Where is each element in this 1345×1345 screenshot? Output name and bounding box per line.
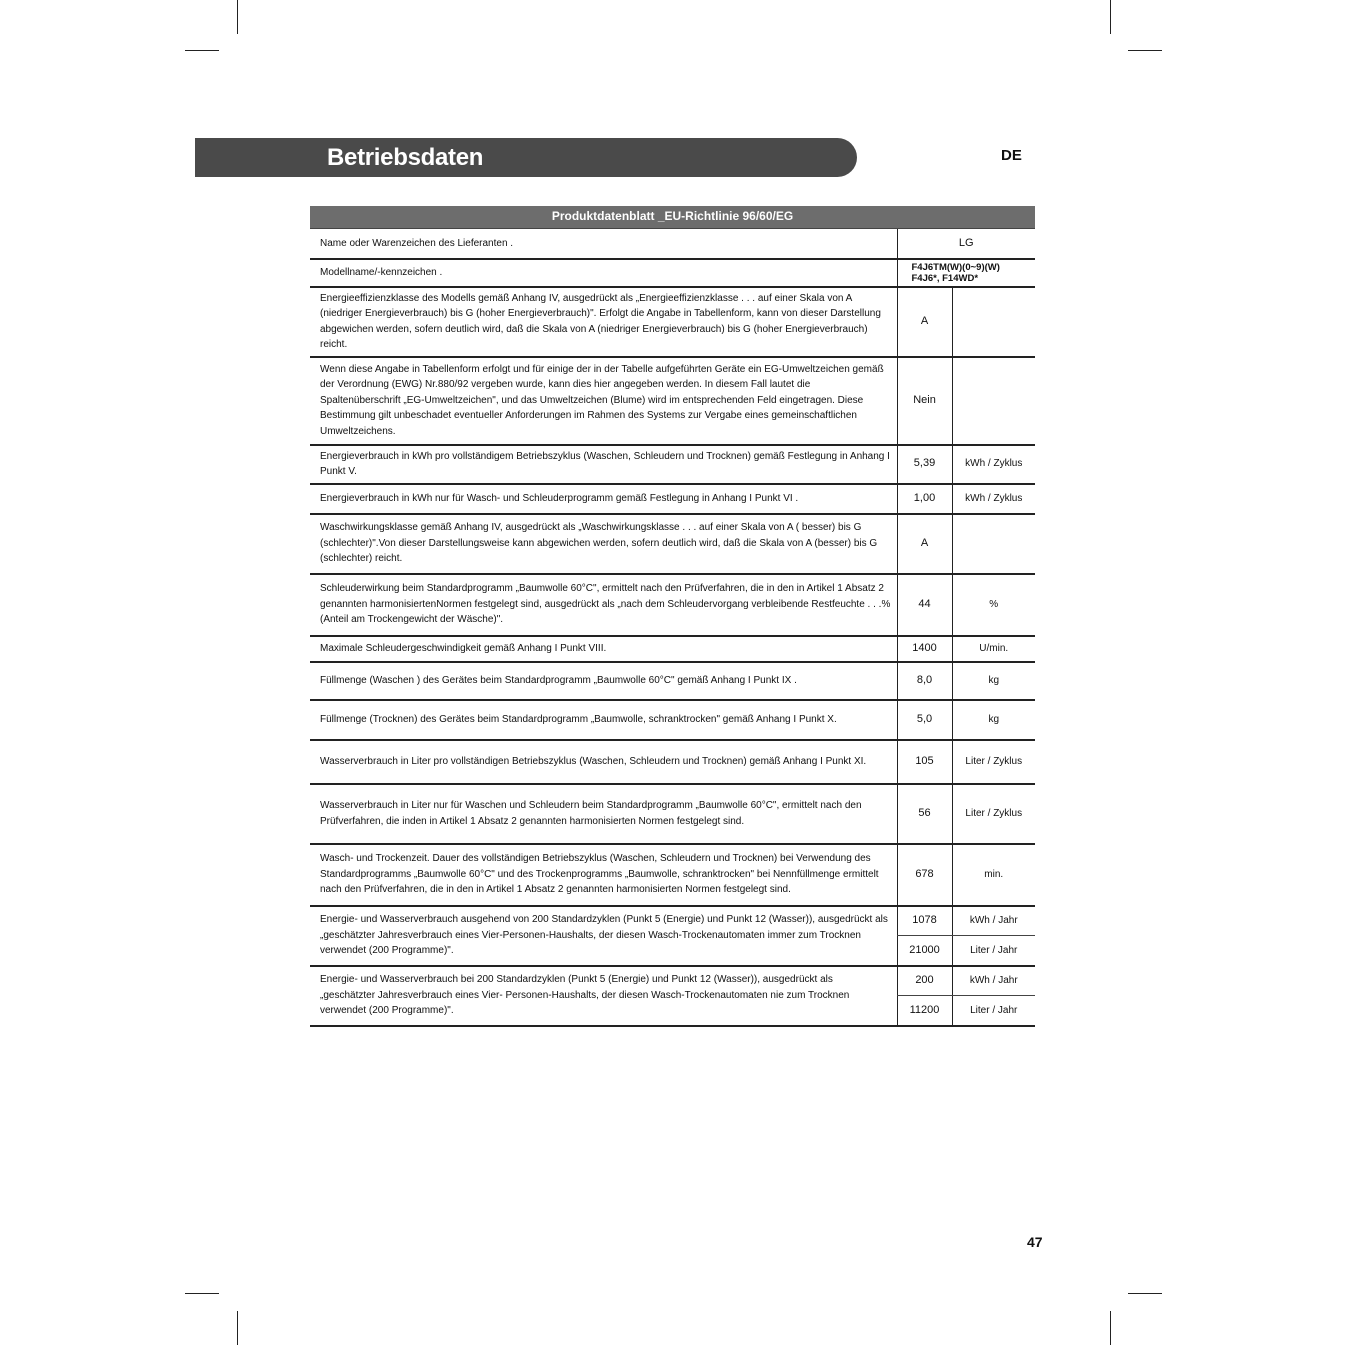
crop-mark [185,50,219,51]
row-value: 1,00 [897,484,952,514]
table-header: Produktdatenblatt _EU-Richtlinie 96/60/EG [310,206,1035,229]
row-value: A [897,287,952,357]
model-label: Modellname/-kennzeichen . [310,259,897,287]
row-value: 1400 [897,636,952,662]
row-unit [952,357,1035,445]
row-description: Wasserverbrauch in Liter nur für Waschen und Schleudern beim Standardprogramm „Baumwolle 60°C", ermittelt nach den Prüfverfahren, die inden in Artikel 1 Absatz 2 genannten harmonisierten Normen festgelegt sind. [310,784,897,844]
row-value: 5,0 [897,700,952,740]
row-description: Wasch- und Trockenzeit. Dauer des vollständigen Betriebszyklus (Waschen, Schleudern und Trocknen) bei Verwendung des Standardprogramms „Baumwolle 60°C" und des Trockenprogramms „Baumwolle, schranktrocken" bei Nennfüllmenge ermittelt nach den Prüfverfahren, die in den in Artikel 1 Absatz 2 genannten harmonisierten Normen festgelegt sind. [310,844,897,906]
row-description: Schleuderwirkung beim Standardprogramm „Baumwolle 60°C", ermittelt nach den Prüfverfahren, die in den in Artikel 1 Absatz 2 genannten harmonisiertenNormen festgelegt sind, ausgedrückt als „nach dem Schleudervorgang verbleibende Restfeuchte . . .% (Anteil am Trockengewicht der Wäsche)". [310,574,897,636]
table-row [310,357,1035,445]
row-unit: Liter / Zyklus [952,740,1035,784]
table-row [310,574,1035,636]
model-value [897,259,1035,287]
crop-mark [237,0,238,34]
annual-description: Energie- und Wasserverbrauch bei 200 Standardzyklen (Punkt 5 (Energie) und Punkt 12 (Wasser)), ausgedrückt als „geschätzter Jahresverbrauch eines Vier- Personen-Haushalts, der diesen Wasch-Trockenautomaten nie zum Trocknen verwendet (200 Programme)". [310,966,897,1026]
row-description: Energieeffizienzklasse des Modells gemäß Anhang IV, ausgedrückt als „Energieeffizienzklasse . . . auf einer Skala von A (niedriger Energieverbrauch) bis G (hoher Energieverbrauch)". Erfolgt die Angabe in Tabellenform, kann von dieser Darstellung abgewichen werden, sofern deutlich wird, daß die Skala von A (niedriger Energieverbrauch) bis G (hoher Energieverbrauch) reicht. [310,287,897,357]
annual-energy-unit: kWh / Jahr [952,966,1035,996]
model-value-line2: F4J6*, F14WD* [911,272,979,284]
supplier-label: Name oder Warenzeichen des Lieferanten . [310,229,897,259]
annual-water-unit: Liter / Jahr [952,936,1035,966]
row-description: Energieverbrauch in kWh pro vollständigem Betriebszyklus (Waschen, Schleudern und Trocknen) gemäß Festlegung in Anhang I Punkt V. [310,445,897,484]
language-label: DE [1001,147,1022,164]
crop-mark [1110,1311,1111,1345]
crop-mark [237,1311,238,1345]
row-unit: U/min. [952,636,1035,662]
row-value: A [897,514,952,574]
annual-energy-unit: kWh / Jahr [952,906,1035,936]
table-row [310,514,1035,574]
row-unit: kWh / Zyklus [952,484,1035,514]
row-description: Füllmenge (Waschen ) des Gerätes beim Standardprogramm „Baumwolle 60°C" gemäß Anhang I Punkt IX . [310,662,897,700]
annual-energy-value: 200 [897,966,952,996]
section-title-bar [195,138,857,177]
table-row [310,229,1035,259]
table-row [310,966,1035,996]
table-row [310,287,1035,357]
supplier-value: LG [897,229,1035,259]
row-unit [952,287,1035,357]
table-row [310,784,1035,844]
row-value: 44 [897,574,952,636]
row-value: 5,39 [897,445,952,484]
table-row [310,636,1035,662]
annual-energy-value: 1078 [897,906,952,936]
table-row [310,445,1035,484]
table-row [310,662,1035,700]
row-value: 105 [897,740,952,784]
row-description: Wasserverbrauch in Liter pro vollständigen Betriebszyklus (Waschen, Schleudern und Trocknen) gemäß Anhang I Punkt XI. [310,740,897,784]
annual-description: Energie- und Wasserverbrauch ausgehend von 200 Standardzyklen (Punkt 5 (Energie) und Punkt 12 (Wasser)), ausgedrückt als „geschätzter Jahresverbrauch eines Vier-Personen-Haushalts, der diesen Wasch-Trockenautomaten immer zum Trocknen verwendet (200 Programme)". [310,906,897,966]
row-description: Energieverbrauch in kWh nur für Wasch- und Schleuderprogramm gemäß Festlegung in Anhang I Punkt VI . [310,484,897,514]
page-number: 47 [1027,1234,1043,1250]
crop-mark [1110,0,1111,34]
table-row [310,484,1035,514]
table-row [310,844,1035,906]
table-row [310,906,1035,936]
row-description: Waschwirkungsklasse gemäß Anhang IV, ausgedrückt als „Waschwirkungsklasse . . . auf einer Skala von A ( besser) bis G (schlechter)".Von dieser Darstellungsweise kann abgewichen werden, sofern deutlich wird, daß die Skala von A (besser) bis G (schlechter) reicht. [310,514,897,574]
crop-mark [185,1293,219,1294]
annual-water-value: 11200 [897,996,952,1026]
row-value: 56 [897,784,952,844]
row-unit [952,514,1035,574]
row-unit: kg [952,662,1035,700]
row-description: Wenn diese Angabe in Tabellenform erfolgt und für einige der in der Tabelle aufgeführten Geräte ein EG-Umweltzeichen gemäß der Verordnung (EWG) Nr.880/92 vergeben wurde, kann dies hier angegeben werden. In diesem Fall lautet die Spaltenüberschrift „EG-Umweltzeichen", und das Umweltzeichen (Blume) wird im entsprechenden Feld eingetragen. Diese Bestimmung gilt unbeschadet eventueller Anforderungen im Rahmen des Systems zur Vergabe eines gemeinschaftlichen Umweltzeichens. [310,357,897,445]
crop-mark [1128,1293,1162,1294]
product-datasheet-table [310,206,1035,1027]
row-value: 8,0 [897,662,952,700]
row-value: 678 [897,844,952,906]
row-unit: kg [952,700,1035,740]
row-unit: min. [952,844,1035,906]
row-description: Füllmenge (Trocknen) des Gerätes beim Standardprogramm „Baumwolle, schranktrocken" gemäß Anhang I Punkt X. [310,700,897,740]
row-description: Maximale Schleudergeschwindigkeit gemäß Anhang I Punkt VIII. [310,636,897,662]
crop-mark [1128,50,1162,51]
table-row [310,740,1035,784]
row-unit: kWh / Zyklus [952,445,1035,484]
annual-water-value: 21000 [897,936,952,966]
table-row [310,259,1035,287]
page-title: Betriebsdaten [327,144,484,171]
row-unit: % [952,574,1035,636]
table-row [310,700,1035,740]
annual-water-unit: Liter / Jahr [952,996,1035,1026]
row-unit: Liter / Zyklus [952,784,1035,844]
row-value: Nein [897,357,952,445]
model-value-line1: F4J6TM(W)(0~9)(W) [911,261,1000,273]
